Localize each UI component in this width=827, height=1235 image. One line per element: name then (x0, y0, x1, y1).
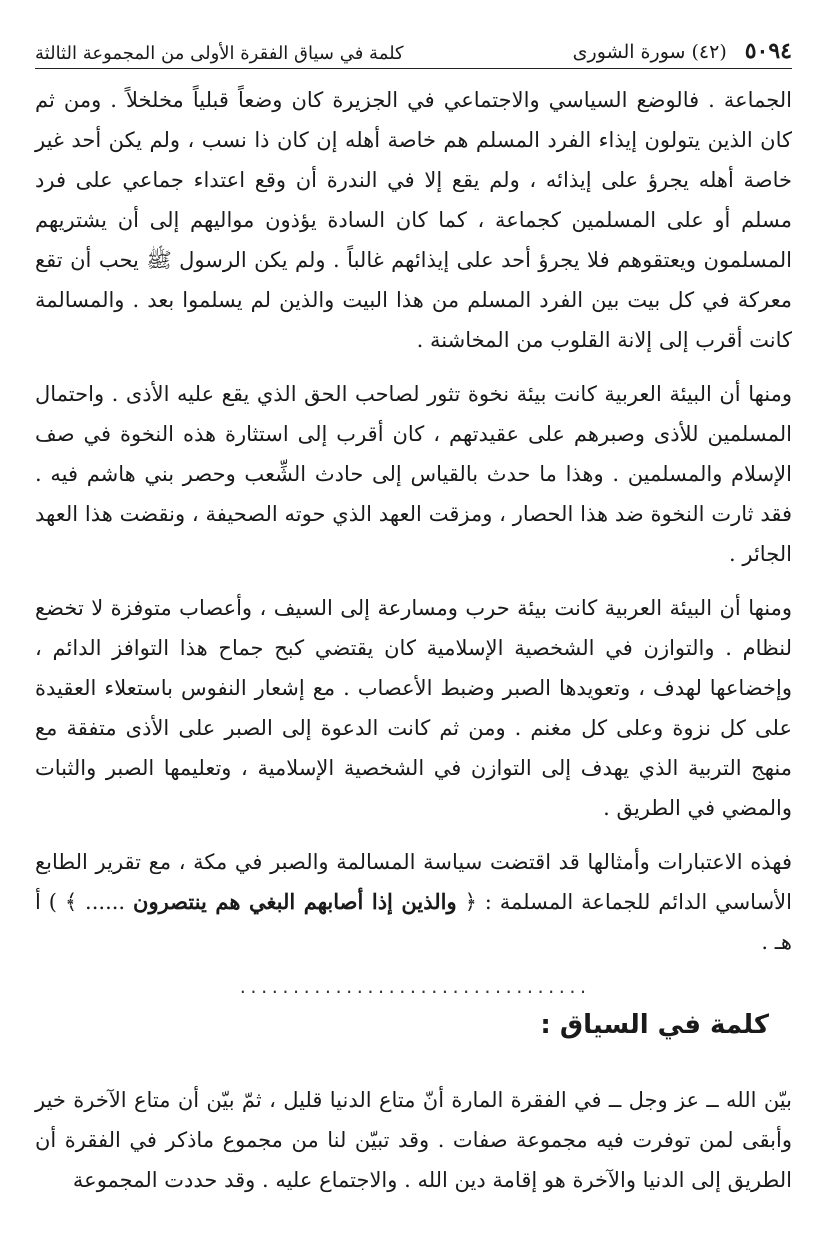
paragraph-4-start: فهذه الاعتبارات وأمثالها قد اقتضت سياسة المسالمة والصبر في مكة ، مع تقرير الطابع الأساسي الدائم للجماعة المسلمة : ﴿ (35, 850, 792, 914)
paragraph-4 (35, 842, 792, 962)
main-text (35, 80, 792, 962)
quran-verse: والذين إذا أصابهم البغي هم ينتصرون (133, 889, 457, 914)
paragraph-2: ومنها أن البيئة العربية كانت بيئة نخوة تثور لصاحب الحق الذي يقع عليه الأذى . واحتمال المسلمين للأذى وصبرهم على عقيدتهم ، كان أقرب إلى استثارة هذه النخوة في صف الإسلام والمسلمين . وهذا ما حدث بالقياس إلى حادث الشِّعب وحصر بني هاشم فيه . فقد ثارت النخوة ضد هذا الحصار ، ومزقت العهد الذي حوته الصحيفة ، ونقضت هذا العهد الجائر . (35, 382, 792, 566)
surah-label: (٤٢) سورة الشورى (572, 41, 727, 63)
header-right-group (573, 38, 792, 64)
section-heading: كلمة في السياق : (540, 1010, 769, 1040)
paragraph-3: ومنها أن البيئة العربية كانت بيئة حرب ومسارعة إلى السيف ، وأعصاب متوفزة لا تخضع لنظام . والتوازن في الشخصية الإسلامية كان يقتضي كبح جماح هذا التوافز الدائم ، وإخضاعها لهدف ، وتعويدها الصبر وضبط الأعصاب . مع إشعار النفوس باستعلاء العقيدة على كل نزوة وعلى كل مغنم . ومن ثم كانت الدعوة إلى الصبر على الأذى متفقة مع منهج التربية الذي يهدف إلى التوازن في الشخصية الإسلامية ، وتعليمها الصبر والثبات والمضي في الطريق . (35, 596, 792, 820)
paragraph-4-end: ...... ﴾ ) أ هـ . (35, 890, 792, 954)
section-text: بيّن الله ــ عز وجل ــ في الفقرة المارة أنّ متاع الدنيا قليل ، ثمّ بيّن أن متاع الآخرة خير وأبقى لمن توفرت فيه مجموعة صفات . وقد تبيّن لنا من مجموع ماذكر في الفقرة أن الطريق إلى الدنيا والآخرة هو إقامة دين الله . والاجتماع عليه . وقد حددت المجموعة (35, 1088, 792, 1192)
page-number: ٥٠٩٤ (744, 38, 792, 64)
running-header (35, 30, 792, 69)
paragraph-1: الجماعة . فالوضع السياسي والاجتماعي في الجزيرة كان وضعاً قبلياً مخلخلاً . ومن ثم كان الذين يتولون إيذاء الفرد المسلم هم خاصة أهله إن كان ذا نسب ، ولم يكن أحد غير خاصة أهله يجرؤ على إيذائه ، ولم يقع إلا في الندرة أن وقع اعتداء جماعي على فرد مسلم أو على المسلمين كجماعة ، كما كان السادة يؤذون مواليهم إلى أن يشتريهم المسلمون ويعتقوهم فلا يجرؤ أحد على إيذائهم غالباً . ولم يكن الرسول ﷺ يحب أن تقع معركة في كل بيت بين الفرد المسلم من هذا البيت والذين لم يسلموا بعد . والمسالمة كانت أقرب إلى إلانة القلوب من المخاشنة . (35, 88, 792, 352)
dotted-separator: ................................. (238, 978, 589, 997)
section-label: كلمة في سياق الفقرة الأولى من المجموعة الثالثة (35, 43, 404, 64)
